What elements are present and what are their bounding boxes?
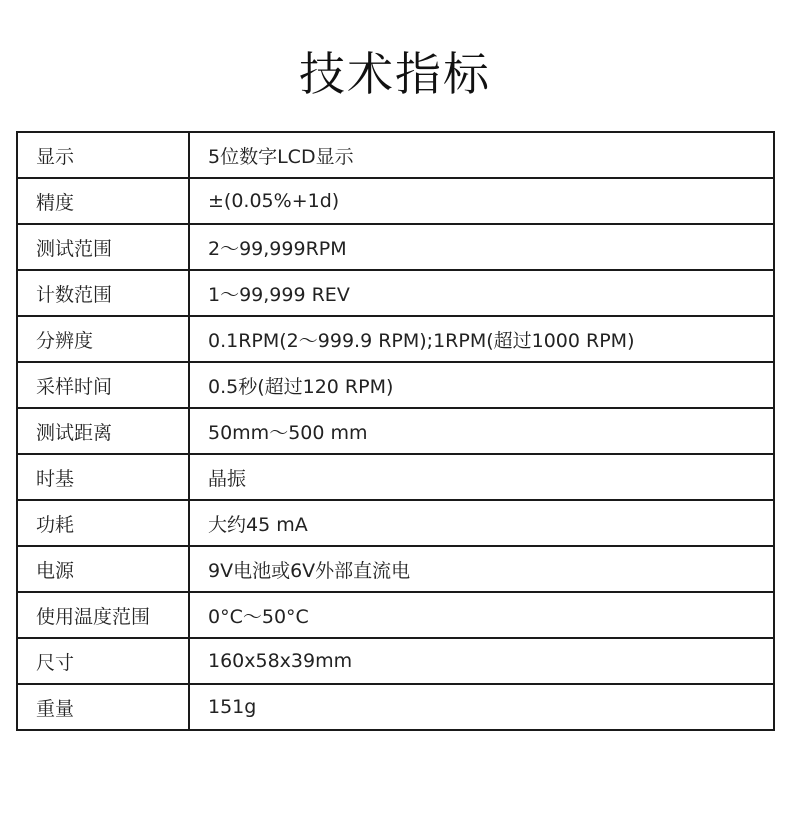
table-row: [17, 592, 774, 638]
table-row: [17, 270, 774, 316]
spec-table: [16, 131, 775, 731]
table-row: [17, 316, 774, 362]
table-row: [17, 408, 774, 454]
table-row: [17, 684, 774, 730]
spec-label: 计数范围: [17, 270, 189, 316]
spec-value: 2～99,999RPM: [189, 224, 774, 270]
spec-value: 160x58x39mm: [189, 638, 774, 684]
spec-value: 5位数字LCD显示: [189, 132, 774, 178]
spec-label: 尺寸: [17, 638, 189, 684]
spec-value: 晶振: [189, 454, 774, 500]
spec-label: 分辨度: [17, 316, 189, 362]
table-row: [17, 132, 774, 178]
spec-label: 时基: [17, 454, 189, 500]
table-row: [17, 362, 774, 408]
spec-value: 0.5秒(超过120 RPM): [189, 362, 774, 408]
spec-label: 使用温度范围: [17, 592, 189, 638]
spec-label: 显示: [17, 132, 189, 178]
spec-label: 精度: [17, 178, 189, 224]
spec-value: 50mm～500 mm: [189, 408, 774, 454]
table-row: [17, 454, 774, 500]
spec-value: ±(0.05%+1d): [189, 178, 774, 224]
spec-label: 重量: [17, 684, 189, 730]
table-row: [17, 546, 774, 592]
spec-label: 测试范围: [17, 224, 189, 270]
table-row: [17, 178, 774, 224]
table-row: [17, 500, 774, 546]
spec-value: 9V电池或6V外部直流电: [189, 546, 774, 592]
spec-value: 0.1RPM(2～999.9 RPM);1RPM(超过1000 RPM): [189, 316, 774, 362]
spec-value: 0°C～50°C: [189, 592, 774, 638]
spec-label: 测试距离: [17, 408, 189, 454]
spec-label: 电源: [17, 546, 189, 592]
page-title: 技术指标: [299, 47, 491, 101]
spec-value: 1～99,999 REV: [189, 270, 774, 316]
spec-label: 采样时间: [17, 362, 189, 408]
table-row: [17, 224, 774, 270]
spec-label: 功耗: [17, 500, 189, 546]
table-row: [17, 638, 774, 684]
spec-value: 大约45 mA: [189, 500, 774, 546]
spec-value: 151g: [189, 684, 774, 730]
